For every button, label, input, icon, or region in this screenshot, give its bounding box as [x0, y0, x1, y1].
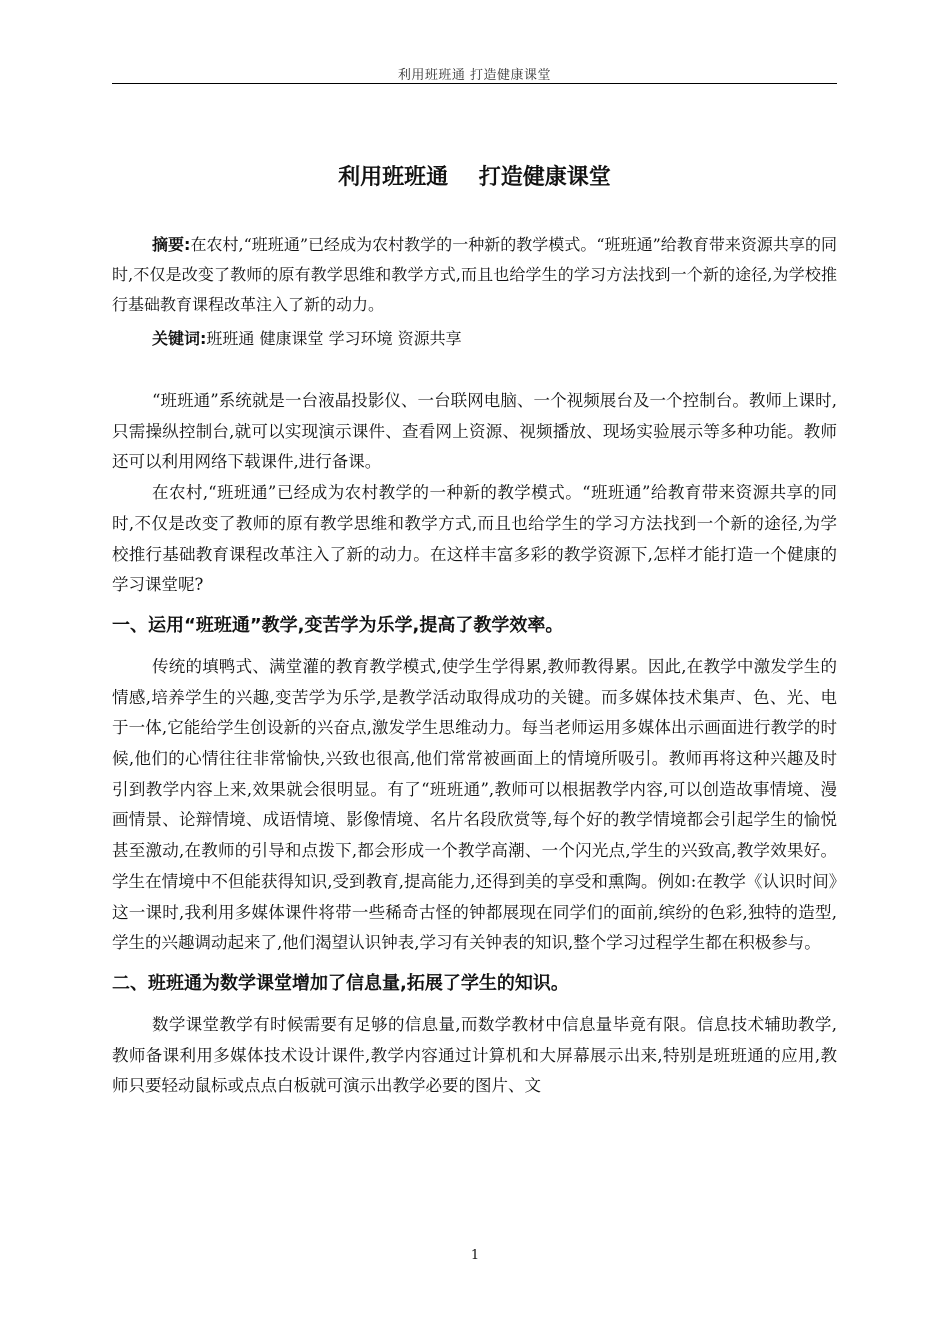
header-rule [112, 83, 837, 84]
paragraph-1: “班班通”系统就是一台液晶投影仪、一台联网电脑、一个视频展台及一个控制台。教师上课时,只需操纵控制台,就可以实现演示课件、查看网上资源、视频播放、现场实验展示等多种功能。教师还可以利用网络下载课件,进行备课。 [112, 391, 837, 472]
keywords [112, 324, 837, 354]
section-heading-2: 二、班班通为数学课堂增加了信息量,拓展了学生的知识。 [112, 972, 569, 994]
keywords-label: 关键词: [152, 329, 207, 348]
paragraph-4: 数学课堂教学有时候需要有足够的信息量,而数学教材中信息量毕竟有限。信息技术辅助教学,教师备课利用多媒体技术设计课件,教学内容通过计算机和大屏幕展示出来,特别是班班通的应用,教师只要轻动鼠标或点点白板就可演示出教学必要的图片、文 [112, 1014, 837, 1096]
abstract-label: 摘要: [152, 235, 191, 254]
paragraph-3: 传统的填鸭式、满堂灌的教育教学模式,使学生学得累,教师教得累。因此,在教学中激发学生的情感,培养学生的兴趣,变苦学为乐学,是教学活动取得成功的关键。而多媒体技术集声、色、光、电于一体,它能给学生创设新的兴奋点,激发学生思维动力。每当老师运用多媒体出示画面进行教学的时候,他们的心情往往非常愉快,兴致也很高,他们常常被画面上的情境所吸引。教师再将这种兴趣及时引到教学内容上来,效果就会很明显。有了“班班通”,教师可以根据教学内容,可以创造故事情境、漫画情景、论辩情境、成语情境、影像情境、名片名段欣赏等,每个好的教学情境都会引起学生的愉悦甚至激动,在教师的引导和点拨下,都会形成一个教学高潮、一个闪光点,学生的兴致高,教学效果好。学生在情境中不但能获得知识,受到教育,提高能力,还得到美的享受和熏陶。例如:在教学《认识时间》这一课时,我利用多媒体课件将带一些稀奇古怪的钟都展现在同学们的面前,缤纷的色彩,独特的造型,学生的兴趣调动起来了,他们渴望认识钟表,学习有关钟表的知识,整个学习过程学生都在积极参与。 [112, 656, 837, 953]
running-header: 利用班班通 打造健康课堂 [397, 68, 552, 83]
document-body [112, 386, 837, 1102]
section-heading-1: 一、运用“班班通”教学,变苦学为乐学,提高了教学效率。 [112, 614, 564, 636]
page-number: 1 [470, 1248, 480, 1263]
document-title: 利用班班通 打造健康课堂 [338, 165, 611, 190]
abstract-text: 在农村,“班班通”已经成为农村教学的一种新的教学模式。“班班通”给教育带来资源共享的同时,不仅是改变了教师的原有教学思维和教学方式,而且也给学生的学习方法找到一个新的途径,为学校推行基础教育课程改革注入了新的动力。 [112, 235, 837, 314]
paragraph-2: 在农村,“班班通”已经成为农村教学的一种新的教学模式。“班班通”给教育带来资源共享的同时,不仅是改变了教师的原有教学思维和教学方式,而且也给学生的学习方法找到一个新的途径,为学校推行基础教育课程改革注入了新的动力。在这样丰富多彩的教学资源下,怎样才能打造一个健康的学习课堂呢? [112, 483, 837, 595]
keywords-text: 班班通 健康课堂 学习环境 资源共享 [206, 329, 462, 348]
abstract [112, 230, 837, 320]
